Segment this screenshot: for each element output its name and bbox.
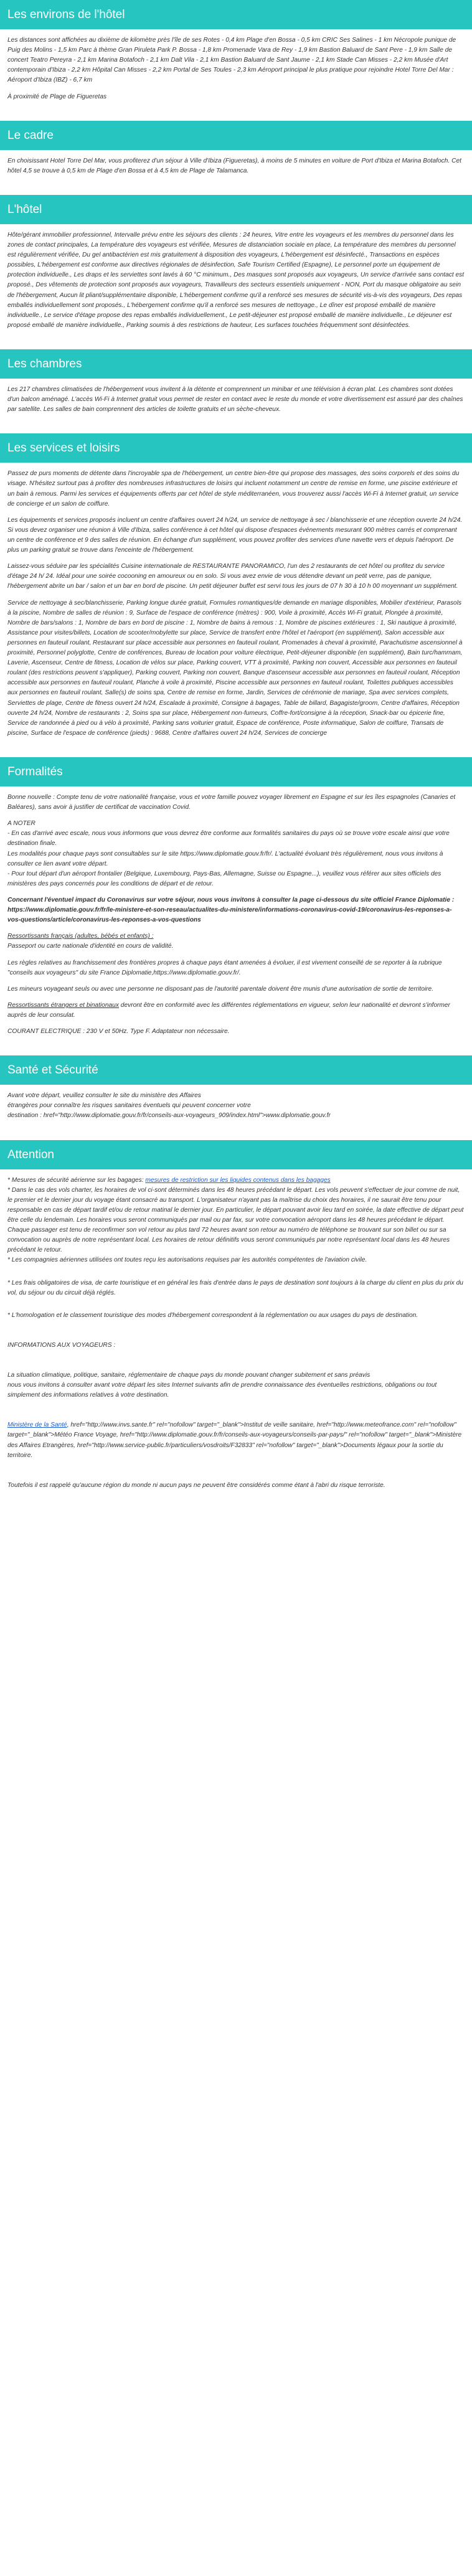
formalites-coronavirus: Concernant l'éventuel impact du Coronavirus sur votre séjour, nous vous invitons à consulter la page ci-dessous du site officiel France Diplomatie : https://www.diplomatie.gouv.fr/fr/le-ministere-et-son-reseau/actualites-du-ministere/informations-coronavirus-covid-19/coronavirus-les-reponses-a-vos-questions/article/coronavirus-les-reponses-a-vos-questions (7, 897, 455, 924)
attention-links-list: , href="http://www.invs.sante.fr" rel="nofollow" target="_blank">Institut de veille sanitaire, href="http://www.meteofrance.com" rel="nofollow" target="_blank">Météo France Voyage, href="http://www.diplomatie.gouv.fr/fr/conseils-aux-voyageurs/conseils-par-pays/" rel="nofollow" target="_blank">Ministère des Affaires Etrangères, href="http://www.service-public.fr/particuliers/vosdroits/F32833" rel="nofollow" target="_blank">Documents légaux pour la sortie du territoire. (7, 1422, 462, 1459)
attention-airlines: * Les compagnies aériennes utilisées ont toutes reçu les autorisations requises par les autorités compétentes de l'aviation civile. (7, 1257, 367, 1264)
section-body-chambres (0, 379, 472, 415)
services-business: Les équipements et services proposés incluent un centre d'affaires ouvert 24 h/24, un service de nettoyage à sec / blanchisserie et une réception ouverte 24 h/24. Si vous devez organiser une réunion à Ville d'Ibiza, salles conférence à cet hôtel qui dispose d'espaces événements mesurant 900 mètres carrés et comprenant un centre de conférence et 9 des salles de réunion. En échange d'un supplément, vous pouvez profiter des services d'une navette vers et depuis l'aéroport. De plus un parking gratuit se trouve dans l'enceinte de l'hébergement. (7, 516, 463, 554)
section-title-cadre: Le cadre (0, 121, 472, 150)
section-title-services: Les services et loisirs (0, 433, 472, 463)
formalites-good-news: Bonne nouvelle : Compte tenu de votre nationalité française, vous et votre famille pouvez voyager librement en Espagne et sur les îles espagnoles (Canaries et Baléares), sans avoir à justifier de certificat de vaccination Covid. (7, 794, 456, 811)
formalites-minors: Les mineurs voyageant seuls ou avec une personne ne disposant pas de l'autorité parentale doivent être munis d'une autorisation de sortie de territoire. (7, 985, 434, 993)
spacer (7, 1357, 465, 1371)
section-sante (0, 1055, 472, 1121)
section-body-formalites (0, 786, 472, 1037)
attention-info-heading: INFORMATIONS AUX VOYAGEURS : (7, 1341, 116, 1349)
attention-charter-flights: * Dans le cas des vols charter, les horaires de vol ci-sont déterminés dans les 48 heures précédant le départ. Les vols peuvent s'effectuer de jour comme de nuit, le premier et le dernier jour du voyage étant consacré au transport. L'organisateur n'ayant pas la maîtrise du choix des horaires, il ne saurait être tenu pour responsable en cas de départ tardif et/ou de retour matinal le dernier jour. En particulier, le départ pouvant avoir lieu tard en soirée, la date effective de départ peut être celle du lendemain. Les horaires vous seront communiqués par mail ou par fax, sur votre convocation aéroport dans les 48 heures précédant le départ. Chaque passager est tenu de reconfirmer son vol retour au plus tard 72 heures avant son retour au numéro de téléphone se trouvant sur son billet ou sur sa convocation ou auprès de notre représentant local. Les horaires de retour définitifs vous seront communiqués par notre représentant local dans les 48 heures précédant le retour. (7, 1186, 464, 1254)
section-body-cadre (0, 150, 472, 176)
section-title-environs: Les environs de l'hôtel (0, 0, 472, 29)
section-services (0, 433, 472, 738)
section-formalites (0, 757, 472, 1037)
services-restaurant: Laissez-vous séduire par les spécialités Cuisine internationale de RESTAURANTE PANORAMICO, l'un des 2 restaurants de cet hôtel ou profitez du service d'étage 24 h/ 24. Idéal pour une soirée cocooning en amoureux ou en solo. Si vous avez envie de vous détendre devant un petit verre, pas de panique, l'hébergement abrite un bar / salon et un bar en bord de piscine. Un petit déjeuner buffet est servi tous les jours de 07 h 30 à 10 h 00 moyennant un supplément. (7, 563, 458, 590)
formalites-note-layover: - En cas d'arrivé avec escale, nous vous informons que vous devrez être conforme aux formalités sanitaires du pays où se trouve votre escale ainsi que votre destination finale. (7, 830, 450, 847)
attention-useful-links (7, 1420, 465, 1460)
spacer (7, 1467, 465, 1481)
formalites-border-rules: Les règles relatives au franchissement des frontières propres à chaque pays étant amenées à évoluer, il est vivement conseillé de se reporter à la rubrique "conseils aux voyageurs" du site France Diplomatie,https://www.diplomatie.gouv.fr/. (7, 959, 442, 976)
section-body-attention (0, 1169, 472, 1491)
attention-baggage-prefix: * Mesures de sécurité aérienne sur les bagages: (7, 1176, 146, 1184)
foreign-nationals-label: Ressortissants étrangers et binationaux (7, 1001, 119, 1009)
section-title-attention: Attention (0, 1140, 472, 1169)
formalites-french-nationals-docs: Passeport ou carte nationale d'identité en cours de validité. (7, 943, 174, 950)
attention-terrorism: Toutefois il est rappelé qu'aucune région du monde ni aucun pays ne peuvent être considérés comme étant à l'abri du risque terroriste. (7, 1481, 385, 1489)
sante-line-1: Avant votre départ, veuillez consulter le site du ministère des Affaires (7, 1092, 201, 1100)
environs-proximity: À proximité de Plage de Figueretas (7, 93, 107, 100)
attention-visa-fees: * Les frais obligatoires de visa, de carte touristique et en général les frais d'entrée dans le pays de destination sont toujours à la charge du client en plus du prix du vol, du séjour ou du circuit déjà réglés. (7, 1279, 463, 1296)
section-body-services (0, 463, 472, 738)
spacer (7, 1407, 465, 1420)
attention-consult-sites: nous vous invitons à consulter avant votre départ les sites Internet suivants afin de prendre connaissance des éventuelles restrictions, obligations ou tout simplement des informations relatives à votre destination. (7, 1382, 437, 1399)
section-cadre (0, 121, 472, 176)
services-list: Service de nettoyage à sec/blanchisserie, Parking longue durée gratuit, Formules romantiques/de demande en mariage disponibles, Mobilier d'extérieur, Parasols à la piscine, Nombre de salles de réunion : 9, Surface de l'espace de conférence (mètres) : 900, Voile à proximité, Accès Wi-Fi gratuit, Plongée à proximité, Nombre de bars/salons : 1, Nombre de bars en bord de piscine : 1, Nombre de bains à remous : 1, Nombre de piscines extérieures : 1, Ski nautique à proximité, Assistance pour visites/billets, Location de scooter/mobylette sur place, Service de transfert entre l'hôtel et l'aéroport (en supplément), Salon accessible aux personnes en fauteuil roulant, Restaurant sur place accessible aux personnes en fauteuil roulant, Promenades à cheval à proximité, Parachutisme ascensionnel à proximité, Personnel polyglotte, Centre de conférences, Bureau de location pour voiture électrique, Petit-déjeuner disponible (en supplément), Bain turc/hammam, Laverie, Ascenseur, Centre de fitness, Location de vélos sur place, Parking couvert, VTT à proximité, Parking non couvert, Accessible aux personnes en fauteuil roulant (des restrictions peuvent s'appliquer), Parking couvert, Parking non couvert, Banque d'ascenseur accessible aux personnes en fauteuil roulant, Réception accessible aux personnes en fauteuil roulant, Planche à voile à proximité, Piscine accessible aux personnes en fauteuil roulant, Toilettes publiques accessibles aux personnes en fauteuil roulant, Salle(s) de soins spa, Centre de remise en forme, Jardin, Services de cérémonie de mariage, Spa avec services complets, Serviettes de plage, Centre de fitness ouvert 24 h/24, Escalade à proximité, Consigne à bagages, Table de billard, Bagagiste/groom, Centre d'affaires, Réception ouverte 24 h/24, Nombre de restaurants : 2, Soins spa sur place, Hébergement non-fumeurs, Coffre-fort/consigne à la réception, Snack-bar ou épicerie fine, Service de randonnée à pied ou à vélo à proximité, Parking sans voiturier gratuit, Espace de conférence, Poste informatique, Salon de coiffure, Transats de piscine, Surface de l'espace de conférence (pieds) : 9688, Centre d'affaires ouvert 24 h/24, Services de concierge (7, 599, 463, 737)
formalites-note-modalities: Les modalités pour chaque pays sont consultables sur le site https://www.diplomatie.gouv.fr/fr/. L'actualité évoluant très régulièrement, nous vous invitons à consulter ce lien avant votre départ. (7, 850, 443, 867)
section-body-sante (0, 1085, 472, 1121)
spacer (7, 1272, 465, 1278)
section-title-formalites: Formalités (0, 757, 472, 786)
section-body-environs (0, 29, 472, 102)
formalites-note-heading: A NOTER (7, 820, 35, 828)
ministere-sante-link[interactable]: Ministère de la Santé (7, 1422, 67, 1429)
spacer (7, 1305, 465, 1311)
formalites-electric-current: COURANT ELECTRIQUE : 230 V et 50Hz. Type F. Adaptateur non nécessaire. (7, 1028, 230, 1036)
formalites-foreign-nationals: Ressortissants étrangers et binationaux devront être en conformité avec les différentes réglementations en vigueur, selon leur nationalité et devront s'informer auprès de leur consulat. (7, 1001, 450, 1019)
section-attention (0, 1140, 472, 1491)
liquids-restriction-link[interactable]: mesures de restriction sur les liquides contenus dans les bagages (145, 1176, 331, 1184)
section-hotel (0, 195, 472, 331)
services-spa: Passez de purs moments de détente dans l'incroyable spa de l'hébergement, un centre bien-être qui propose des massages, des soins corporels et des soins du visage. N'hésitez surtout pas à profiter des nombreuses infrastructures de loisirs qui incluent notamment un centre de remise en forme, une piscine extérieure et un bain à remous. Parmi les services et équipements offerts par cet hôtel de style méditerranéen, vous trouverez aussi l'accès Wi-Fi à Internet gratuit, un service de concierge et un salon de coiffure. (7, 470, 460, 507)
section-environs (0, 0, 472, 102)
section-title-chambres: Les chambres (0, 349, 472, 379)
attention-baggage (7, 1176, 465, 1186)
section-chambres (0, 349, 472, 415)
attention-situation: La situation climatique, politique, sanitaire, réglementaire de chaque pays du monde pouvant changer subitement et sans préavis (7, 1371, 371, 1379)
formalites-note-border-airport: - Pour tout départ d'un aéroport frontalier (Belgique, Luxembourg, Pays-Bas, Allemagne, Suisse ou Espagne...), veuillez vous référer aux sites officiels des ministères des pays concernés pour les conditions de départ et de retour. (7, 870, 441, 887)
cadre-description: En choisissant Hotel Torre Del Mar, vous profiterez d'un séjour à Ville d'Ibiza (Figueretas), à moins de 5 minutes en voiture de Port d'Ibiza et Marina Botafoch. Cet hôtel 4,5 se trouve à 0,5 km de Plage d'en Bossa et à 4,5 km de Plage de Talamanca. (7, 157, 461, 174)
sante-line-2: étrangères pour connaître les risques sanitaires éventuels qui peuvent concerner votre (7, 1102, 251, 1110)
section-body-hotel (0, 224, 472, 331)
attention-classification: * L'homologation et le classement touristique des modes d'hébergement correspondent à la réglementation ou aux usages du pays de destination. (7, 1311, 418, 1319)
spacer (7, 1327, 465, 1341)
section-title-hotel: L'hôtel (0, 195, 472, 224)
hotel-measures: Hôte/gérant immobilier professionnel, Intervalle prévu entre les séjours des clients : 24 heures, Vitre entre les voyageurs et les membres du personnel dans les zones de contact principales, La température des voyageurs est vérifiée, Mesures de distanciation sociale en place, La température des membres du personnel est régulièrement vérifiée, Du gel antibactérien est mis gratuitement à disposition des voyageurs, L'hébergement est désinfecté., Transactions en espèces possibles, L'hébergement est conforme aux directives régionales de désinfection, Safe Tourism Certified (Espagne), Le personnel porte un équipement de protection individuelle., Les draps et les serviettes sont lavés à 60 °C minimum., Des masques sont proposés aux voyageurs, Un service d'arrivée sans contact est proposé., Des vêtements de protection sont proposés aux voyageurs, Travailleurs des secteurs essentiels uniquement - NON, Port du masque obligatoire au sein de l'hébergement, Aucun lit pliant/supplémentaire disponible, L'hébergement confirme qu'il a renforcé ses mesures de sécurité vis-à-vis des voyageurs, Des repas emballés individuellement sont proposés., L'hébergement confirme qu'il a renforcé ses mesures de nettoyage., Le dîner est proposé emballé de manière individuelle., Le service d'étage propose des repas emballés individuellement., Le petit-déjeuner est proposé emballé de manière individuelle., Le déjeuner est proposé emballé de manière individuelle., Parking soumis à des restrictions de hauteur, Les surfaces touchées fréquemment sont désinfectées. (7, 231, 465, 329)
chambres-description: Les 217 chambres climatisées de l'hébergement vous invitent à la détente et comprennent un minibar et une télévision à écran plat. Les chambres sont dotées d'un balcon aménagé. L'accès Wi-Fi à Internet gratuit vous permet de rester en contact avec le reste du monde et votre divertissement est assuré par des chaînes par satellite. Les salles de bain comprennent des articles de toilette gratuits et un sèche-cheveux. (7, 385, 463, 413)
formalites-french-nationals-heading: Ressortissants français (adultes, bébés et enfants) : (7, 933, 154, 940)
sante-line-3: destination : href="http://www.diplomatie.gouv.fr/fr/conseils-aux-voyageurs_909/index.html">www.diplomatie.gouv.fr (7, 1112, 331, 1120)
section-title-sante: Santé et Sécurité (0, 1055, 472, 1085)
environs-distances: Les distances sont affichées au dixième de kilomètre près l'île de ses Rotes - 0,4 km Plage d'en Bossa - 0,5 km CRIC Ses Salines - 1 km Nécropole punique de Puig des Molins - 1,5 km Parc à thème Gran Piruleta Park P. Bossa - 1,8 km Promenade Vara de Rey - 1,9 km Bastion Baluard de Sant Pere - 1,9 km Salle de concert Teatro Pereyra - 2,1 km Marina Botafoch - 2,1 km Dalt Vila - 2,1 km Bastion Baluard de Sant Jaume - 2,1 km Stade Can Misses - 2,2 km Musée d'Art contemporain d'Ibiza - 2,2 km Hôpital Can Misses - 2,2 km Portal de Ses Toules - 2,3 km Aéroport principal le plus pratique pour rejoindre Hotel Torre Del Mar : Aéroport d'Ibiza (IBZ) - 6,7 km (7, 37, 456, 84)
